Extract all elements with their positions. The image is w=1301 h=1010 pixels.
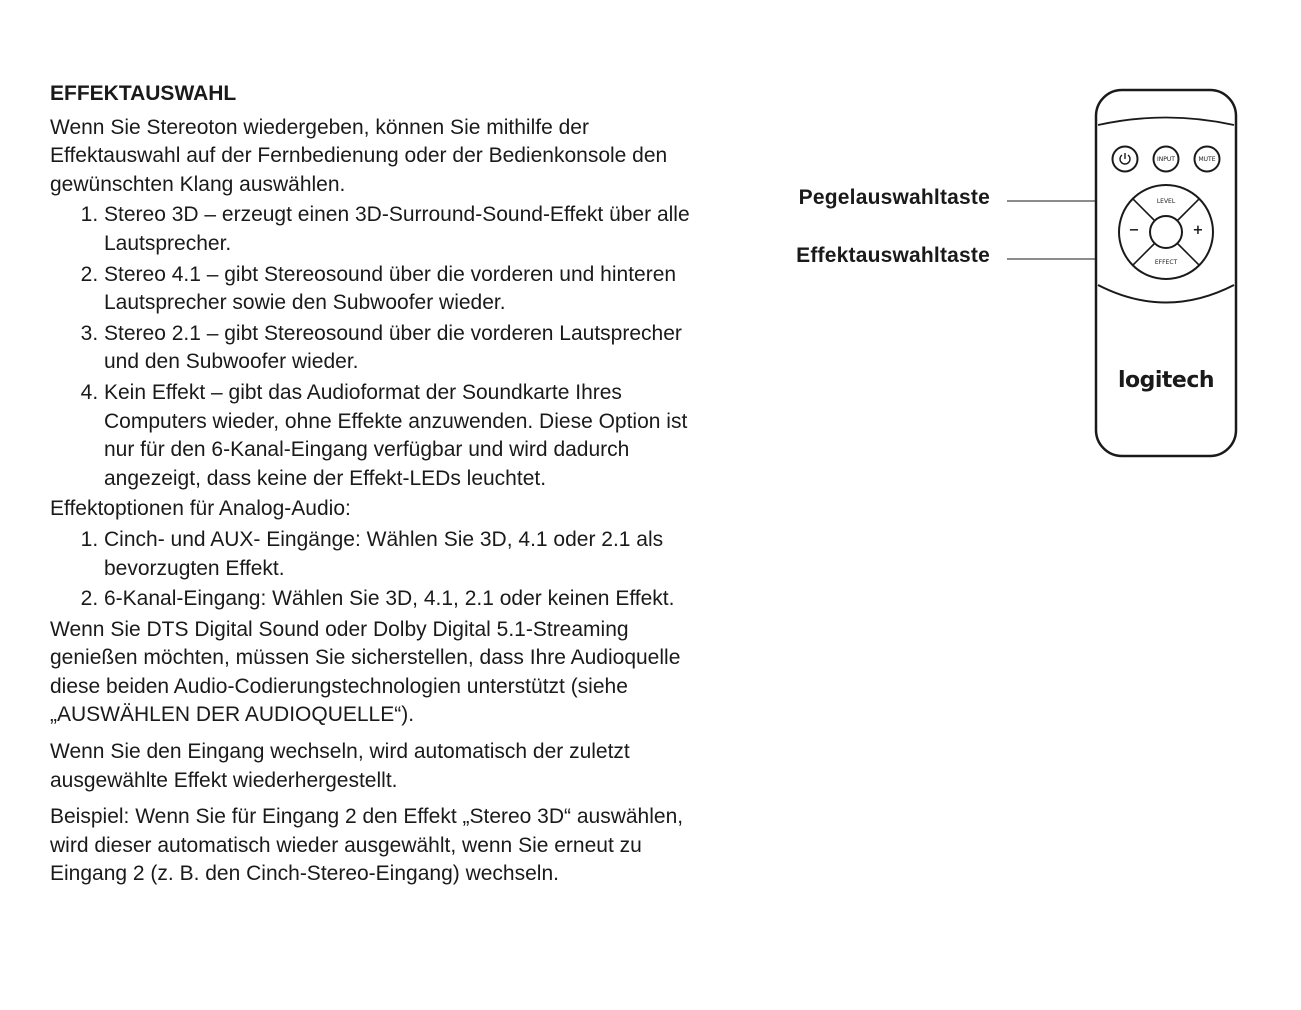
example-paragraph: Beispiel: Wenn Sie für Eingang 2 den Effekt „Stereo 3D“ auswählen, wird dieser automatisch wieder ausgewählt, wenn Sie erneut zu Eingang 2 (z. B. den Cinch-Stereo-Eingang) wechseln. — [50, 805, 684, 886]
intro-paragraph: Wenn Sie Stereoton wiedergeben, können Sie mithilfe der Effektauswahl auf der Fernbedienung oder der Bedienkonsole den gewünschten Klang auswählen. — [50, 115, 668, 196]
level-label: LEVEL — [1156, 198, 1176, 205]
analog-list — [50, 526, 690, 614]
remote-control-illustration — [1000, 80, 1260, 470]
section-title: EFFEKTAUSWAHL — [50, 82, 237, 105]
power-icon — [1117, 151, 1133, 167]
list-item: 1. Stereo 3D – erzeugt einen 3D-Surround-Sound-Effekt über alle Lautsprecher. — [104, 201, 690, 258]
logitech-logo: logitech — [1117, 368, 1215, 393]
callout-level-label: Pegelauswahltaste — [798, 186, 990, 209]
callout-effect-label: Effektauswahltaste — [796, 244, 990, 267]
mute-label: MUTE — [1198, 156, 1216, 163]
list-item: 1. Cinch- und AUX- Eingänge: Wählen Sie 3D, 4.1 oder 2.1 als bevorzugten Effekt. — [104, 526, 690, 583]
minus-label: − — [1128, 223, 1140, 238]
input-paragraph: Wenn Sie den Eingang wechseln, wird automatisch der zuletzt ausgewählte Effekt wiederhergestellt. — [50, 740, 630, 792]
instruction-text — [50, 80, 690, 889]
input-label: INPUT — [1157, 156, 1175, 163]
list-item: 3. Stereo 2.1 – gibt Stereosound über die vorderen Lautsprecher und den Subwoofer wieder. — [104, 320, 690, 377]
effect-label: EFFECT — [1154, 259, 1178, 266]
plus-label: + — [1192, 223, 1204, 238]
list-item: 4. Kein Effekt – gibt das Audioformat der Soundkarte Ihres Computers wieder, ohne Effekte anzuwenden. Diese Option ist nur für den 6-Kanal-Eingang verfügbar und wird dadurch angezeigt, dass keine der Effekt-LEDs leuchtet. — [104, 379, 690, 493]
analog-intro: Effektoptionen für Analog-Audio: — [50, 497, 351, 521]
dts-paragraph: Wenn Sie DTS Digital Sound oder Dolby Digital 5.1-Streaming genießen möchten, müssen Sie sicherstellen, dass Ihre Audioquelle diese beiden Audio-Codierungstechnologien unterstützt (siehe „AUSWÄHLEN DER AUDIOQUELLE“). — [50, 617, 681, 727]
effect-list — [50, 201, 690, 493]
list-item: 2. 6-Kanal-Eingang: Wählen Sie 3D, 4.1, 2.1 oder keinen Effekt. — [104, 585, 690, 614]
remote-body — [1000, 80, 1260, 470]
list-item: 2. Stereo 4.1 – gibt Stereosound über die vorderen und hinteren Lautsprecher sowie den Subwoofer wieder. — [104, 261, 690, 318]
